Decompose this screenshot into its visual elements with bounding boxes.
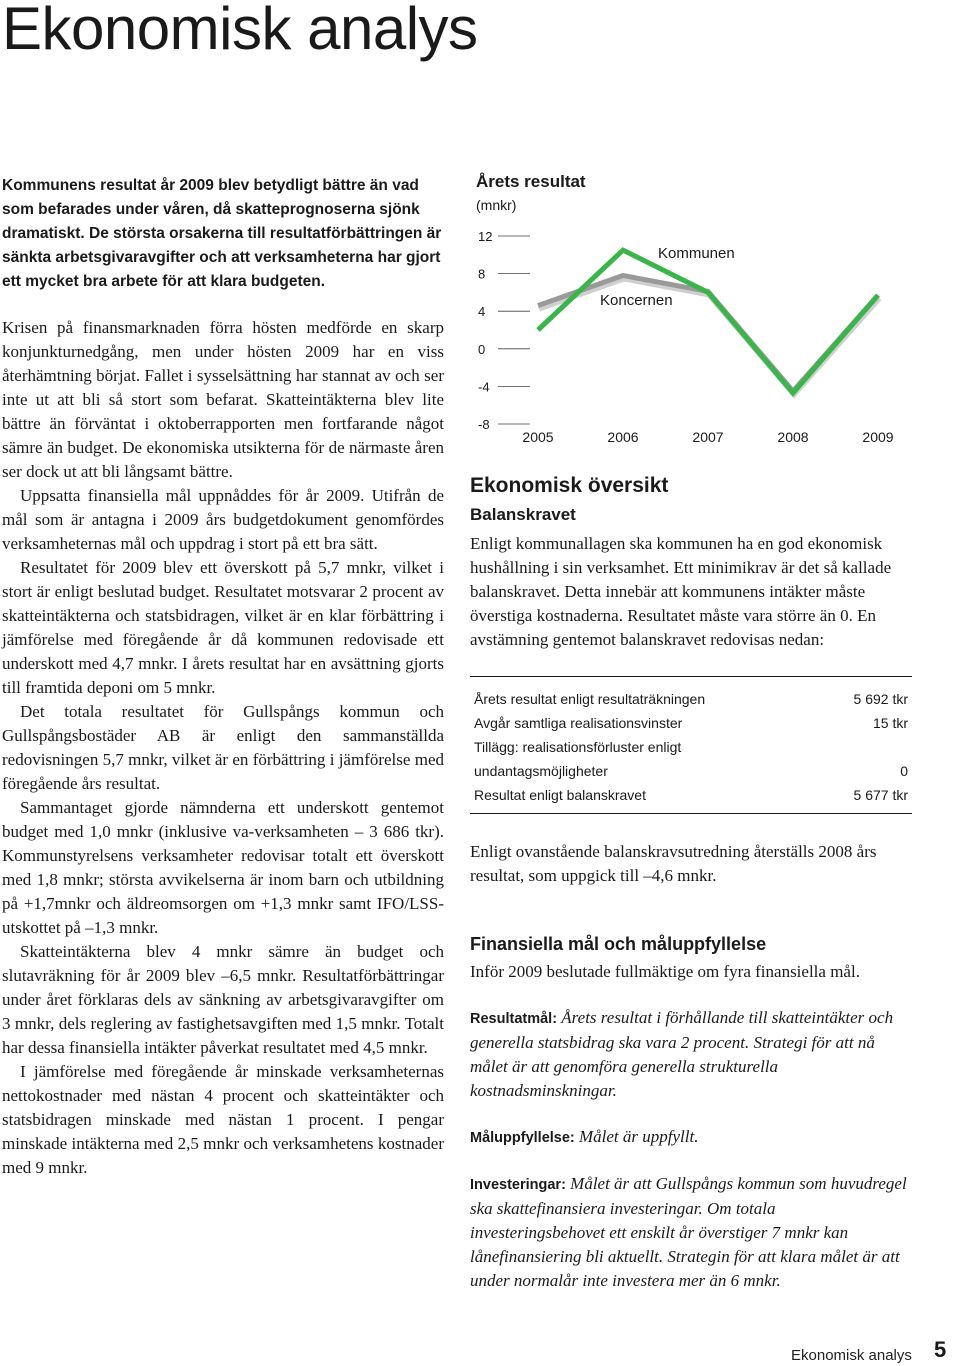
goal-result (470, 1006, 912, 1103)
row-label: Tillägg: realisationsförluster enligt (474, 739, 682, 755)
table-row (470, 783, 912, 814)
row-label: Årets resultat enligt resultaträkningen (474, 691, 706, 707)
table-row (470, 735, 912, 759)
page-number: 5 (934, 1337, 947, 1362)
goal-text: Målet är uppfyllt. (579, 1127, 699, 1146)
result-chart (470, 170, 910, 460)
goal-text: Målet är att Gullspångs kommun som huvudregel ska skattefinansiera investeringar. Om totala investeringsbehovet ett enskilt år överstiger 7 mnkr kan lånefinansiering bli aktuellt. Strategin för att klara målet är att under normalår inte investera mer än 6 mnkr. (470, 1174, 907, 1290)
y-tick-label: 12 (478, 229, 493, 244)
x-tick-label: 2007 (692, 429, 724, 445)
body-paragraph: Resultatet för 2009 blev ett överskott på 5,7 mnkr, vilket i stort är enligt beslutad budget. Resultatet motsvarar 2 procent av skatteintäkterna och statsbidragen, vilket är en klar förbättring i jämförelse med föregående år då kommunen redovisade ett underskott med 4,7 mnkr. I årets resultat har en avsättning gjorts till framtida deponi om 5 mnkr. (2, 558, 444, 697)
table-row (470, 759, 912, 783)
after-table-text: Enligt ovanstående balanskravsutredning återställs 2008 års resultat, som uppgick till –4,6 mnkr. (470, 842, 877, 885)
goal-fulfillment (470, 1125, 912, 1150)
body-paragraph: I jämförelse med föregående år minskade verksamheternas nettokostnader med nästan 4 procent och skatteintäkter och statsbidragen minskade med nästan 1 procent. I pengar minskade intäkterna med 2,5 mnkr och verksamhetens kostnader med 9 mnkr. (2, 1062, 444, 1177)
y-tick-label: 8 (478, 266, 486, 282)
body-paragraph: Uppsatta finansiella mål uppnåddes för år 2009. Utifrån de mål som är antagna i 2009 års budgetdokument genomfördes verksamheternas mål och uppdrag i stort på ett bra sätt. (2, 486, 444, 553)
section-heading-overview: Ekonomisk översikt (470, 474, 669, 497)
x-tick-label: 2005 (522, 429, 554, 445)
chart-title: Årets resultat (476, 172, 586, 191)
right-column (470, 472, 912, 1293)
row-label: Avgår samtliga realisationsvinster (474, 715, 683, 731)
y-tick-label: -8 (478, 417, 490, 432)
body-paragraph: Skatteintäkterna blev 4 mnkr sämre än budget och slutavräkning för år 2009 blev –6,5 mnkr. Resultatförbättringar under året förklaras dels av sänkning av arbetsgivaravgifter om 3 mnkr, dels reglering av fastighetsavgiften med 1,5 mnkr. Totalt har dessa finansiella intäkter påverkat resultatet med 4,5 mnkr. (2, 942, 444, 1057)
y-tick-label: 0 (478, 341, 486, 357)
balance-table (470, 676, 912, 814)
goal-investments (470, 1172, 912, 1293)
x-tick-label: 2009 (862, 429, 894, 445)
goal-label: Måluppfyllelse: (470, 1130, 575, 1146)
row-amount (820, 735, 912, 759)
body-paragraph: Sammantaget gjorde nämnderna ett underskott gentemot budget med 1,0 mnkr (inklusive va-verksamheten – 3 686 tkr). Kommunstyrelsens verksamheter redovisar totalt ett överskott med 1,8 mnkr; största avvikelserna är inom barn och utbildning på +1,7mnkr och äldreomsorgen om +1,3 mnkr samt IFO/LSS-utskottet på –1,3 mnkr. (2, 798, 444, 937)
series-line-kommunen (538, 250, 878, 393)
series-label-kommunen: Kommunen (658, 245, 735, 262)
chart-unit-label: (mnkr) (476, 197, 517, 213)
subheading-balanskravet: Balanskravet (470, 505, 576, 524)
row-label: Resultat enligt balanskravet (474, 787, 646, 803)
row-amount: 0 (900, 763, 908, 779)
row-label: undantagsmöjligheter (474, 763, 608, 779)
page-title: Ekonomisk analys (2, 0, 478, 62)
goal-text: Årets resultat i förhållande till skatteintäkter och generella statsbidrag ska vara 2 procent. Strategi för att nå målet är att genomföra generella strukturella kostnadsminskningar. (470, 1008, 894, 1100)
body-text (2, 316, 444, 1180)
chart-plot (470, 170, 910, 460)
row-amount: 5 677 tkr (853, 787, 908, 803)
left-column (2, 174, 444, 1180)
body-paragraph: Krisen på finansmarknaden förra hösten medförde en skarp konjunkturnedgång, men under hösten 2009 har en viss återhämtning börjat. Fallet i sysselsättning har stannat av och ser inte ut att bli så stort som befarat. Skatteintäkterna blev lite bättre än förväntat i oktoberrapporten men fortfarande något sämre än budget. De ekonomiska utsikterna för de närmaste åren ser dock ut att bli långsamt bättre. (2, 318, 444, 481)
balance-intro: Enligt kommunallagen ska kommunen ha en god ekonomisk hushållning i sin verksamhet. Ett minimikrav är det så kallade balanskravet. Detta innebär att kommunens intäkter måste överstiga kostnaderna. Resultatet måste vara större än 0. En avstämning gentemot balanskravet redovisas nedan: (470, 534, 892, 649)
lead-paragraph: Kommunens resultat år 2009 blev betydligt bättre än vad som befarades under våren, då skatteprognoserna sjönk dramatiskt. De största orsakerna till resultatförbättringen är sänkta arbetsgivaravgifter och att verksamheterna har gjort ett mycket bra arbete för att klara budgeten. (2, 177, 442, 290)
table-row (470, 677, 912, 712)
goal-label: Investeringar: (470, 1177, 566, 1193)
x-tick-label: 2008 (777, 429, 809, 445)
body-paragraph: Det totala resultatet för Gullspångs kommun och Gullspångsbostäder AB är enligt den sammanställda redovisningen 5,7 mnkr, vilket är en förbättring i jämförelse med föregående års resultat. (2, 702, 444, 793)
y-tick-label: -4 (478, 379, 490, 395)
row-amount: 5 692 tkr (853, 691, 908, 707)
section-heading-financial-goals: Finansiella mål och måluppfyllelse (470, 934, 767, 954)
y-tick-label: 4 (478, 304, 486, 320)
row-amount: 15 tkr (872, 715, 908, 731)
financial-intro: Inför 2009 beslutade fullmäktige om fyra finansiella mål. (470, 962, 860, 981)
table-row (470, 711, 912, 735)
x-tick-label: 2006 (607, 429, 639, 445)
goal-label: Resultatmål: (470, 1011, 558, 1027)
footer-section-label: Ekonomisk analys (791, 1347, 912, 1364)
series-label-koncernen: Koncernen (600, 292, 673, 309)
